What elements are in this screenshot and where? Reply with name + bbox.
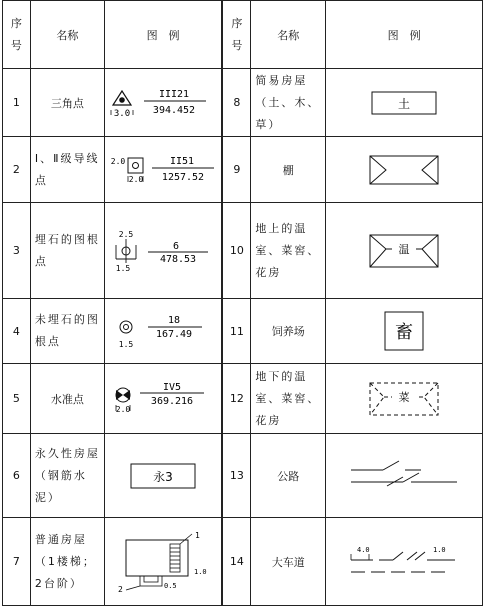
row-num: 3 [3,203,31,299]
table-row [3,137,483,203]
svg-text:18: 18 [168,315,181,326]
svg-text:4.0: 4.0 [357,545,370,554]
svg-text:1.5: 1.5 [115,263,131,273]
svg-text:菜: 菜 [398,390,410,404]
symbol-benchmark [104,364,222,434]
row-num: 10 [222,203,251,299]
row-num: 11 [222,299,251,364]
row-num: 5 [3,364,31,434]
svg-text:3.0: 3.0 [113,108,131,119]
header-fig-right: 图 例 [326,1,483,69]
symbol-buried-control-point [104,203,222,299]
symbol-simple-house [326,69,483,137]
svg-text:1257.52: 1257.52 [161,171,205,183]
svg-text:478.53: 478.53 [160,253,197,265]
symbol-highway [326,434,483,518]
row-num: 7 [3,518,31,606]
symbol-triangulation-point [104,69,222,137]
svg-text:1.0: 1.0 [433,545,446,554]
header-fig: 图 例 [104,1,222,69]
table-row [3,299,483,364]
row-num: 9 [222,137,251,203]
svg-text:2: 2 [118,584,123,592]
symbol-permanent-house [104,434,222,518]
row-name: 饲养场 [251,299,326,364]
row-num: 12 [222,364,251,434]
table-row [3,69,483,137]
header-name: 名称 [30,1,104,69]
symbol-unburied-control-point [104,299,222,364]
svg-text:2.0: 2.0 [128,174,144,184]
row-num: 13 [222,434,251,518]
row-name: 三角点 [30,69,104,137]
svg-text:167.49: 167.49 [156,329,193,340]
row-name: 大车道 [251,518,326,606]
svg-text:永3: 永3 [153,469,173,484]
svg-text:369.216: 369.216 [150,395,194,407]
svg-text:畜: 畜 [395,322,414,343]
shed-icon [364,152,444,188]
row-num: 2 [3,137,31,203]
highway-icon [349,459,459,493]
row-name: 简易房屋（土、木、草） [251,69,326,137]
table-row [3,203,483,299]
row-num: 4 [3,299,31,364]
row-num: 1 [3,69,31,137]
svg-text:6: 6 [173,240,180,252]
row-name: 未埋石的图根点 [30,299,104,364]
symbol-farm [326,299,483,364]
symbol-greenhouse [326,203,483,299]
row-name: 永久性房屋（钢筋水泥） [30,434,104,518]
svg-text:温: 温 [398,242,410,256]
svg-text:2.0: 2.0 [115,404,131,414]
svg-text:1.5: 1.5 [118,340,134,349]
row-name: 水准点 [30,364,104,434]
svg-text:II51: II51 [170,155,195,167]
row-num: 8 [222,69,251,137]
header-num-right: 序 号 [222,1,251,69]
row-name: 公路 [251,434,326,518]
svg-text:2.5: 2.5 [118,229,134,239]
svg-text:1: 1 [195,531,200,540]
row-num: 6 [3,434,31,518]
svg-text:1.0: 1.0 [194,567,207,576]
header-num: 序 号 [3,1,31,69]
row-name: 埋石的图根点 [30,203,104,299]
row-num: 14 [222,518,251,606]
svg-text:394.452: 394.452 [152,104,196,116]
row-name: Ⅰ、Ⅱ级导线点 [30,137,104,203]
row-name: 棚 [251,137,326,203]
symbol-cart-road [326,518,483,606]
svg-text:0.5: 0.5 [164,581,177,590]
svg-text:IV5: IV5 [163,381,182,393]
header-row [3,1,483,69]
header-name-right: 名称 [251,1,326,69]
table-row [3,518,483,606]
svg-text:土: 土 [398,96,411,111]
symbol-ordinary-house [104,518,222,606]
row-name: 地下的温室、菜窖、花房 [251,364,326,434]
svg-text:III21: III21 [159,88,190,100]
symbol-traverse-point [104,137,222,203]
symbol-shed [326,137,483,203]
row-name: 普通房屋（1楼梯；2台阶） [30,518,104,606]
symbol-underground-greenhouse [326,364,483,434]
legend-table [2,0,483,606]
table-row [3,364,483,434]
cart-road-icon [349,542,459,582]
svg-text:2.0: 2.0 [110,156,126,166]
row-name: 地上的温室、菜窖、花房 [251,203,326,299]
table-row [3,434,483,518]
